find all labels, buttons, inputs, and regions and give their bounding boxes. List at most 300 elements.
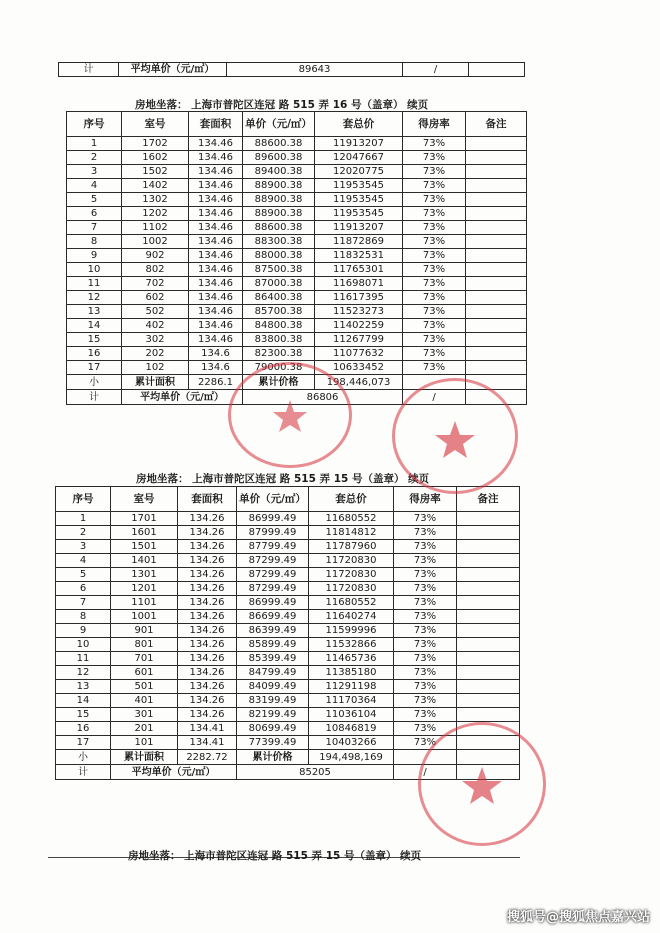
table-row	[56, 512, 520, 526]
remarks	[466, 193, 527, 207]
unit-price: 87999.49	[237, 526, 309, 540]
unit-area: 134.46	[189, 263, 243, 277]
room-number: 1102	[122, 221, 189, 235]
table-row	[67, 347, 527, 361]
remarks	[466, 221, 527, 235]
row-index: 5	[67, 193, 122, 207]
efficiency-rate: 73%	[394, 582, 457, 596]
total-price: 11953545	[315, 193, 403, 207]
row-index: 7	[67, 221, 122, 235]
remarks	[466, 207, 527, 221]
row-index: 10	[56, 638, 111, 652]
total-price: 11640274	[309, 610, 394, 624]
room-number: 1202	[122, 207, 189, 221]
unit-price: 86399.49	[237, 624, 309, 638]
total-price: 11913207	[315, 221, 403, 235]
table-row	[56, 652, 520, 666]
total-price: 11832531	[315, 249, 403, 263]
efficiency-rate: 73%	[394, 610, 457, 624]
header-total-price: 套总价	[315, 112, 403, 137]
unit-area: 134.46	[189, 277, 243, 291]
remarks	[457, 638, 520, 652]
table-row	[56, 568, 520, 582]
slash-cell: /	[403, 63, 469, 77]
room-number: 1701	[111, 512, 178, 526]
remarks	[457, 708, 520, 722]
remarks	[466, 347, 527, 361]
remarks	[466, 319, 527, 333]
total-price: 11385180	[309, 666, 394, 680]
efficiency-rate: 73%	[403, 221, 466, 235]
total-price: 11465736	[309, 652, 394, 666]
room-number: 702	[122, 277, 189, 291]
efficiency-rate: 73%	[403, 207, 466, 221]
unit-area: 134.46	[189, 221, 243, 235]
remarks	[466, 165, 527, 179]
efficiency-rate: 73%	[403, 291, 466, 305]
total-price: 11953545	[315, 179, 403, 193]
unit-price: 84099.49	[237, 680, 309, 694]
table-row	[67, 221, 527, 235]
unit-price: 86999.49	[237, 596, 309, 610]
table-row	[56, 582, 520, 596]
unit-area: 134.46	[189, 319, 243, 333]
table-row	[56, 736, 520, 750]
efficiency-rate: 73%	[394, 540, 457, 554]
efficiency-rate: 73%	[403, 235, 466, 249]
remarks	[457, 652, 520, 666]
unit-area: 134.26	[178, 680, 237, 694]
total-price: 11872869	[315, 235, 403, 249]
total-price: 11077632	[315, 347, 403, 361]
unit-area: 134.26	[178, 526, 237, 540]
avg-price-label: 平均单价（元/㎡）	[119, 63, 227, 77]
unit-price: 88300.38	[243, 235, 315, 249]
room-number: 301	[111, 708, 178, 722]
caption-address: 上海市普陀区连冠 路 515 弄 15 号（盖章）	[192, 473, 405, 485]
efficiency-rate: 73%	[394, 736, 457, 750]
remarks	[466, 235, 527, 249]
total-price: 11532866	[309, 638, 394, 652]
table-row	[67, 207, 527, 221]
room-number: 501	[111, 680, 178, 694]
header-index: 序号	[56, 487, 111, 512]
total-price: 11720830	[309, 582, 394, 596]
total-price: 10633452	[315, 361, 403, 375]
unit-price: 87299.49	[237, 582, 309, 596]
table-row	[56, 554, 520, 568]
remarks	[466, 137, 527, 151]
total-price: 11291198	[309, 680, 394, 694]
unit-price: 86999.49	[237, 512, 309, 526]
row-index: 3	[56, 540, 111, 554]
row-index: 11	[56, 652, 111, 666]
avg-price-label: 平均单价（元/㎡）	[111, 765, 237, 780]
unit-price: 88900.38	[243, 193, 315, 207]
room-number: 1002	[122, 235, 189, 249]
unit-area: 134.46	[189, 165, 243, 179]
row-index: 11	[67, 277, 122, 291]
row-index: 15	[56, 708, 111, 722]
unit-price: 84799.49	[237, 666, 309, 680]
total-price: 12047667	[315, 151, 403, 165]
section1-table	[66, 111, 527, 405]
row-index: 6	[67, 207, 122, 221]
efficiency-rate: 73%	[403, 249, 466, 263]
row-index: 5	[56, 568, 111, 582]
efficiency-rate: 73%	[403, 151, 466, 165]
room-number: 1702	[122, 137, 189, 151]
room-number: 802	[122, 263, 189, 277]
remarks	[457, 582, 520, 596]
unit-area: 134.46	[189, 207, 243, 221]
unit-price: 87500.38	[243, 263, 315, 277]
section1-summary-row-1	[67, 375, 527, 390]
caption-address: 上海市普陀区连冠 路 515 弄 15 号（盖章）	[184, 850, 397, 862]
header-remarks: 备注	[466, 112, 527, 137]
table-row	[56, 596, 520, 610]
row-index: 4	[56, 554, 111, 568]
total-area-value: 2282.72	[178, 750, 237, 765]
efficiency-rate: 73%	[394, 722, 457, 736]
remarks	[457, 568, 520, 582]
row-index: 10	[67, 263, 122, 277]
unit-area: 134.26	[178, 652, 237, 666]
room-number: 1602	[122, 151, 189, 165]
unit-area: 134.46	[189, 235, 243, 249]
table-row	[56, 680, 520, 694]
header-efficiency: 得房率	[394, 487, 457, 512]
row-index: 2	[56, 526, 111, 540]
unit-area: 134.26	[178, 582, 237, 596]
efficiency-rate: 73%	[394, 512, 457, 526]
header-unit-price: 单价（元/㎡）	[237, 487, 309, 512]
total-price: 11698071	[315, 277, 403, 291]
unit-price: 89600.38	[243, 151, 315, 165]
room-number: 202	[122, 347, 189, 361]
table-row	[67, 277, 527, 291]
room-number: 1301	[111, 568, 178, 582]
table-row	[56, 638, 520, 652]
efficiency-rate: 73%	[403, 347, 466, 361]
table-row	[67, 179, 527, 193]
total-price: 11680552	[309, 512, 394, 526]
unit-price: 88600.38	[243, 221, 315, 235]
remarks	[457, 736, 520, 750]
room-number: 1302	[122, 193, 189, 207]
row-index: 8	[56, 610, 111, 624]
table-row	[67, 193, 527, 207]
row-index: 13	[56, 680, 111, 694]
room-number: 1502	[122, 165, 189, 179]
subtotal-label-top: 小	[56, 750, 111, 765]
room-number: 502	[122, 305, 189, 319]
section2-caption	[136, 471, 429, 486]
unit-price: 85700.38	[243, 305, 315, 319]
header-index: 序号	[67, 112, 122, 137]
remarks	[457, 512, 520, 526]
table-row	[67, 305, 527, 319]
avg-price-value: 86806	[243, 390, 403, 405]
remarks	[457, 526, 520, 540]
total-area-label: 累计面积	[122, 375, 189, 390]
unit-price: 85399.49	[237, 652, 309, 666]
unit-area: 134.46	[189, 137, 243, 151]
total-price: 11814812	[309, 526, 394, 540]
empty-cell	[457, 750, 520, 765]
row-index: 1	[56, 512, 111, 526]
unit-area: 134.46	[189, 333, 243, 347]
table-row	[67, 333, 527, 347]
avg-price-value: 85205	[237, 765, 394, 780]
total-price: 11599996	[309, 624, 394, 638]
caption-suffix: 续页	[408, 473, 430, 485]
empty-cell	[394, 750, 457, 765]
unit-area: 134.26	[178, 638, 237, 652]
remarks	[466, 361, 527, 375]
avg-price-label: 平均单价（元/㎡）	[122, 390, 243, 405]
total-price: 11170364	[309, 694, 394, 708]
unit-price: 88000.38	[243, 249, 315, 263]
remarks	[457, 554, 520, 568]
room-number: 902	[122, 249, 189, 263]
empty-cell	[466, 375, 527, 390]
efficiency-rate: 73%	[394, 708, 457, 722]
unit-area: 134.26	[178, 666, 237, 680]
total-price: 11720830	[309, 568, 394, 582]
subtotal-label-top: 小	[67, 375, 122, 390]
unit-price: 87000.38	[243, 277, 315, 291]
total-price: 10846819	[309, 722, 394, 736]
row-index: 13	[67, 305, 122, 319]
table-row	[67, 319, 527, 333]
top-fragment-table	[58, 62, 525, 77]
table-row	[67, 249, 527, 263]
efficiency-rate: 73%	[394, 680, 457, 694]
caption-suffix: 续页	[400, 850, 422, 862]
caption-prefix: 房地坐落：	[135, 99, 188, 111]
unit-area: 134.26	[178, 694, 237, 708]
unit-area: 134.46	[189, 179, 243, 193]
row-index: 14	[67, 319, 122, 333]
table-row	[56, 526, 520, 540]
unit-area: 134.26	[178, 610, 237, 624]
unit-price: 82300.38	[243, 347, 315, 361]
unit-area: 134.46	[189, 151, 243, 165]
room-number: 201	[111, 722, 178, 736]
efficiency-rate: 73%	[394, 526, 457, 540]
unit-price: 88600.38	[243, 137, 315, 151]
unit-price: 79000.38	[243, 361, 315, 375]
efficiency-rate: 73%	[403, 193, 466, 207]
subtotal-label-bottom: 计	[67, 390, 122, 405]
row-index: 14	[56, 694, 111, 708]
efficiency-rate: 73%	[394, 666, 457, 680]
room-number: 901	[111, 624, 178, 638]
section2-header-row	[56, 487, 520, 512]
remarks	[466, 305, 527, 319]
table-row	[56, 722, 520, 736]
room-number: 302	[122, 333, 189, 347]
unit-price: 85899.49	[237, 638, 309, 652]
room-number: 801	[111, 638, 178, 652]
total-price-label: 累计价格	[243, 375, 315, 390]
avg-price-value: 89643	[227, 63, 403, 77]
remarks	[457, 694, 520, 708]
source-watermark: 搜狐号@搜狐焦点嘉兴站	[506, 910, 650, 925]
header-room: 室号	[122, 112, 189, 137]
remarks	[457, 596, 520, 610]
row-index: 12	[67, 291, 122, 305]
row-index: 9	[67, 249, 122, 263]
total-area-value: 2286.1	[189, 375, 243, 390]
unit-price: 77399.49	[237, 736, 309, 750]
efficiency-rate: 73%	[394, 596, 457, 610]
efficiency-rate: 73%	[403, 179, 466, 193]
header-total-price: 套总价	[309, 487, 394, 512]
section1-header-row	[67, 112, 527, 137]
row-index: 16	[67, 347, 122, 361]
unit-area: 134.46	[189, 305, 243, 319]
unit-price: 86699.49	[237, 610, 309, 624]
unit-price: 89400.38	[243, 165, 315, 179]
caption-prefix: 房地坐落：	[136, 473, 189, 485]
remarks	[457, 680, 520, 694]
subtotal-label-bottom: 计	[56, 765, 111, 780]
efficiency-rate: 73%	[394, 624, 457, 638]
table-row	[56, 708, 520, 722]
total-price: 11913207	[315, 137, 403, 151]
remarks	[466, 263, 527, 277]
total-price: 11617395	[315, 291, 403, 305]
header-area: 套面积	[189, 112, 243, 137]
unit-area: 134.26	[178, 708, 237, 722]
row-index: 4	[67, 179, 122, 193]
unit-price: 87299.49	[237, 554, 309, 568]
unit-area: 134.6	[189, 361, 243, 375]
room-number: 402	[122, 319, 189, 333]
unit-area: 134.26	[178, 596, 237, 610]
section2-summary-row-2	[56, 765, 520, 780]
efficiency-rate: 73%	[403, 361, 466, 375]
section2-summary-row-1	[56, 750, 520, 765]
footer-caption	[128, 848, 421, 863]
total-price: 11720830	[309, 554, 394, 568]
total-price: 11402259	[315, 319, 403, 333]
total-price: 12020775	[315, 165, 403, 179]
efficiency-rate: 73%	[403, 137, 466, 151]
room-number: 1101	[111, 596, 178, 610]
row-index: 17	[67, 361, 122, 375]
remarks	[466, 277, 527, 291]
remarks	[457, 540, 520, 554]
unit-price: 87299.49	[237, 568, 309, 582]
row-index: 7	[56, 596, 111, 610]
unit-area: 134.41	[178, 736, 237, 750]
table-row	[67, 151, 527, 165]
slash-cell: /	[403, 390, 466, 405]
unit-area: 134.26	[178, 512, 237, 526]
remarks	[466, 151, 527, 165]
unit-price: 88900.38	[243, 179, 315, 193]
unit-area: 134.46	[189, 193, 243, 207]
room-number: 601	[111, 666, 178, 680]
header-unit-price: 单价（元/㎡）	[243, 112, 315, 137]
total-price: 11267799	[315, 333, 403, 347]
remarks	[457, 624, 520, 638]
remarks	[466, 333, 527, 347]
row-index: 17	[56, 736, 111, 750]
header-area: 套面积	[178, 487, 237, 512]
section2-table	[55, 486, 520, 780]
unit-price: 86400.38	[243, 291, 315, 305]
efficiency-rate: 73%	[403, 319, 466, 333]
unit-price: 88900.38	[243, 207, 315, 221]
unit-area: 134.46	[189, 249, 243, 263]
empty-cell	[469, 63, 525, 77]
total-price: 10403266	[309, 736, 394, 750]
table-row	[67, 165, 527, 179]
efficiency-rate: 73%	[403, 263, 466, 277]
remarks	[466, 291, 527, 305]
unit-area: 134.46	[189, 291, 243, 305]
total-price: 11787960	[309, 540, 394, 554]
header-remarks: 备注	[457, 487, 520, 512]
slash-cell: /	[394, 765, 457, 780]
unit-area: 134.26	[178, 554, 237, 568]
row-index: 15	[67, 333, 122, 347]
unit-area: 134.6	[189, 347, 243, 361]
empty-cell	[466, 390, 527, 405]
remarks	[457, 722, 520, 736]
unit-price: 82199.49	[237, 708, 309, 722]
header-room: 室号	[111, 487, 178, 512]
row-index: 16	[56, 722, 111, 736]
total-price-value: 194,498,169	[309, 750, 394, 765]
total-price-label: 累计价格	[237, 750, 309, 765]
total-price: 11953545	[315, 207, 403, 221]
table-row	[67, 263, 527, 277]
caption-prefix: 房地坐落：	[128, 850, 181, 862]
unit-price: 87799.49	[237, 540, 309, 554]
room-number: 1001	[111, 610, 178, 624]
efficiency-rate: 73%	[403, 165, 466, 179]
row-index: 1	[67, 137, 122, 151]
room-number: 1601	[111, 526, 178, 540]
room-number: 101	[111, 736, 178, 750]
empty-cell	[457, 765, 520, 780]
table-row	[56, 666, 520, 680]
total-price: 11680552	[309, 596, 394, 610]
remarks	[457, 666, 520, 680]
efficiency-rate: 73%	[403, 333, 466, 347]
room-number: 1201	[111, 582, 178, 596]
empty-cell	[403, 375, 466, 390]
efficiency-rate: 73%	[394, 554, 457, 568]
total-price: 11765301	[315, 263, 403, 277]
room-number: 102	[122, 361, 189, 375]
remarks	[466, 249, 527, 263]
row-index: 12	[56, 666, 111, 680]
unit-area: 134.26	[178, 624, 237, 638]
unit-area: 134.26	[178, 568, 237, 582]
remarks	[466, 179, 527, 193]
caption-address: 上海市普陀区连冠 路 515 弄 16 号（盖章）	[191, 99, 404, 111]
room-number: 602	[122, 291, 189, 305]
unit-area: 134.26	[178, 540, 237, 554]
table-row	[56, 610, 520, 624]
row-index: 6	[56, 582, 111, 596]
